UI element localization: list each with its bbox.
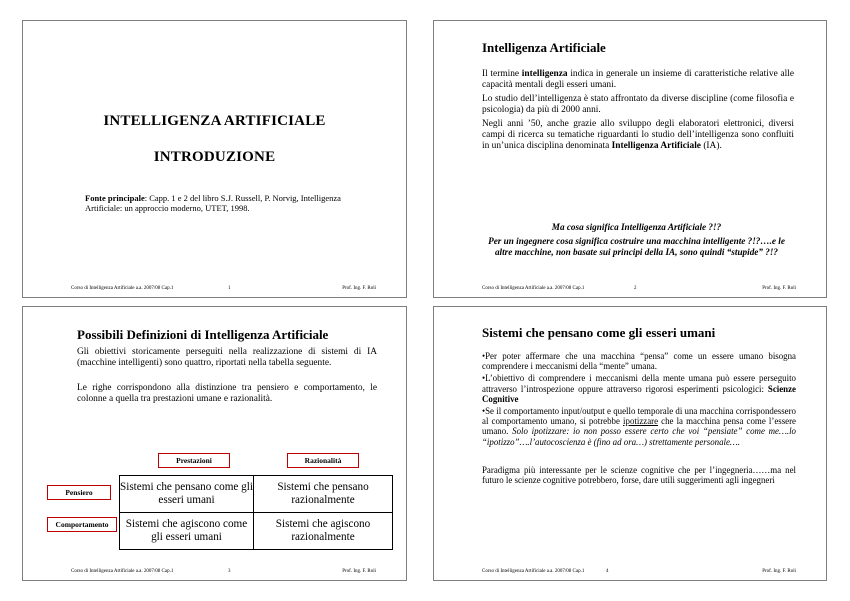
text-bold: intelligenza — [521, 69, 568, 79]
footer-course: Corso di Intelligenza Artificiale a.a. 2007/08 Cap.1 — [482, 569, 585, 574]
slide-4 — [433, 306, 827, 581]
source-label: Fonte principale — [85, 193, 145, 203]
text-run: Il termine — [482, 69, 522, 79]
slide-4-title: Sistemi che pensano come gli esseri umani — [482, 325, 716, 340]
text-run: che la macchina pensa come l’essere umano. — [482, 416, 796, 437]
table-cell: Sistemi che pensano come gli esseri umani — [120, 476, 254, 513]
slide-3-body — [77, 347, 377, 408]
table-row — [120, 476, 393, 513]
row-label-comportamento: Comportamento — [47, 517, 117, 532]
paragraph: Le righe corrispondono alla distinzione tra pensiero e comportamento, le colonne a quella tra prestazioni umane e razionalità. — [77, 383, 377, 404]
footer-page-number: 2 — [634, 286, 637, 291]
paragraph: Lo studio dell’intelligenza è stato affrontato da diverse discipline (come filosofia e psicologia) da più di 2000 anni. — [482, 94, 794, 115]
slide-2 — [433, 20, 827, 298]
column-label-prestazioni: Prestazioni — [158, 453, 230, 468]
footer-page-number: 3 — [228, 569, 231, 574]
text-bold: Scienze Cognitive — [482, 383, 796, 404]
table-cell: Sistemi che agiscono come gli esseri umani — [120, 513, 254, 550]
footer-author: Prof. Ing. F. Roli — [762, 569, 796, 574]
text-run: (IA). — [700, 140, 722, 151]
paragraph: Gli obiettivi storicamente perseguiti nella realizzazione di sistemi di IA (macchine intelligenti) sono quattro, riportati nella tabella seguente. — [77, 347, 377, 368]
definitions-table — [119, 475, 393, 550]
text-run: •L’obiettivo di comprendere i meccanismi della mente umana può essere perseguito attraverso l’introspezione oppure attraverso rigorosi esperimenti psicologici: — [482, 373, 796, 394]
slide-1-subtitle: INTRODUZIONE — [153, 149, 276, 165]
slide-1-title: INTELLIGENZA ARTIFICIALE — [103, 113, 326, 129]
footer-course: Corso di Intelligenza Artificiale a.a. 2007/08 Cap.1 — [71, 286, 174, 291]
row-label-pensiero: Pensiero — [47, 485, 111, 500]
slide-2-question-2: Per un ingegnere cosa significa costruire una macchina intelligente ?!?….e le altre macchine, non basate sui principi della IA, sono quindi “stupide” ?!? — [488, 236, 785, 257]
column-label-razionalita: Razionalità — [287, 453, 359, 468]
text-run: indica in generale un insieme di caratteristiche relative alle capacità mentali degli esseri umani. — [482, 69, 794, 90]
bullet: •Per poter affermare che una macchina “pensa” come un essere umano bisogna comprendere i meccanismi della “mente” umana. — [482, 351, 796, 372]
footer-course: Corso di Intelligenza Artificiale a.a. 2007/08 Cap.1 — [71, 569, 174, 574]
footer-course: Corso di Intelligenza Artificiale a.a. 2007/08 Cap.1 — [482, 286, 585, 291]
bullet — [482, 373, 796, 404]
bullet — [482, 406, 796, 447]
text-bold: Intelligenza Artificiale — [611, 140, 701, 151]
slide-2-body — [482, 69, 794, 155]
table-cell: Sistemi che pensano razionalmente — [254, 476, 393, 513]
footer-author: Prof. Ing. F. Roli — [342, 286, 376, 291]
slide-1 — [22, 20, 407, 298]
footer-author: Prof. Ing. F. Roli — [762, 286, 796, 291]
text-run: •Se il comportamento input/output e quello temporale di una macchina corrispondessero al comportamento umano, si potrebbe — [482, 406, 796, 427]
text-italic: Solo ipotizzare: io non posso essere certo che voi “pensiate” come me….lo “ipotizzo”….l’autocoscienza è (fino ad ora…) strettamente personale…. — [482, 426, 796, 447]
footer-page-number: 1 — [228, 286, 231, 291]
table-cell: Sistemi che agiscono razionalmente — [254, 513, 393, 550]
paragraph — [482, 119, 794, 151]
slide-4-body — [482, 351, 796, 489]
table-row — [120, 513, 393, 550]
source-text: : Capp. 1 e 2 del libro S.J. Russell, P. Norvig, Intelligenza Artificiale: un approccio moderno, UTET, 1998. — [85, 193, 341, 213]
paragraph: Paradigma più interessante per le scienze cognitive che per l’ingegneria……ma nel futuro le scienze cognitive potrebbero, forse, dare utili suggerimenti agli ingegneri — [482, 464, 796, 486]
slide-1-source — [85, 193, 375, 213]
footer-page-number: 4 — [606, 569, 609, 574]
footer-author: Prof. Ing. F. Roli — [342, 569, 376, 574]
slide-3-title: Possibili Definizioni di Intelligenza Artificiale — [77, 327, 329, 342]
text-underline: ipotizzare — [623, 416, 659, 427]
slide-3 — [22, 306, 407, 581]
slide-2-title: Intelligenza Artificiale — [482, 40, 606, 55]
text-run: Negli anni ’50, anche grazie allo sviluppo degli elaboratori elettronici, diversi campi di ricerca su tematiche riguardanti lo studio dell’intelligenza sono confluiti in un’unica disciplina denominata — [482, 119, 794, 151]
paragraph — [482, 69, 794, 90]
slide-2-question-1: Ma cosa significa Intelligenza Artificiale ?!? — [551, 222, 722, 232]
